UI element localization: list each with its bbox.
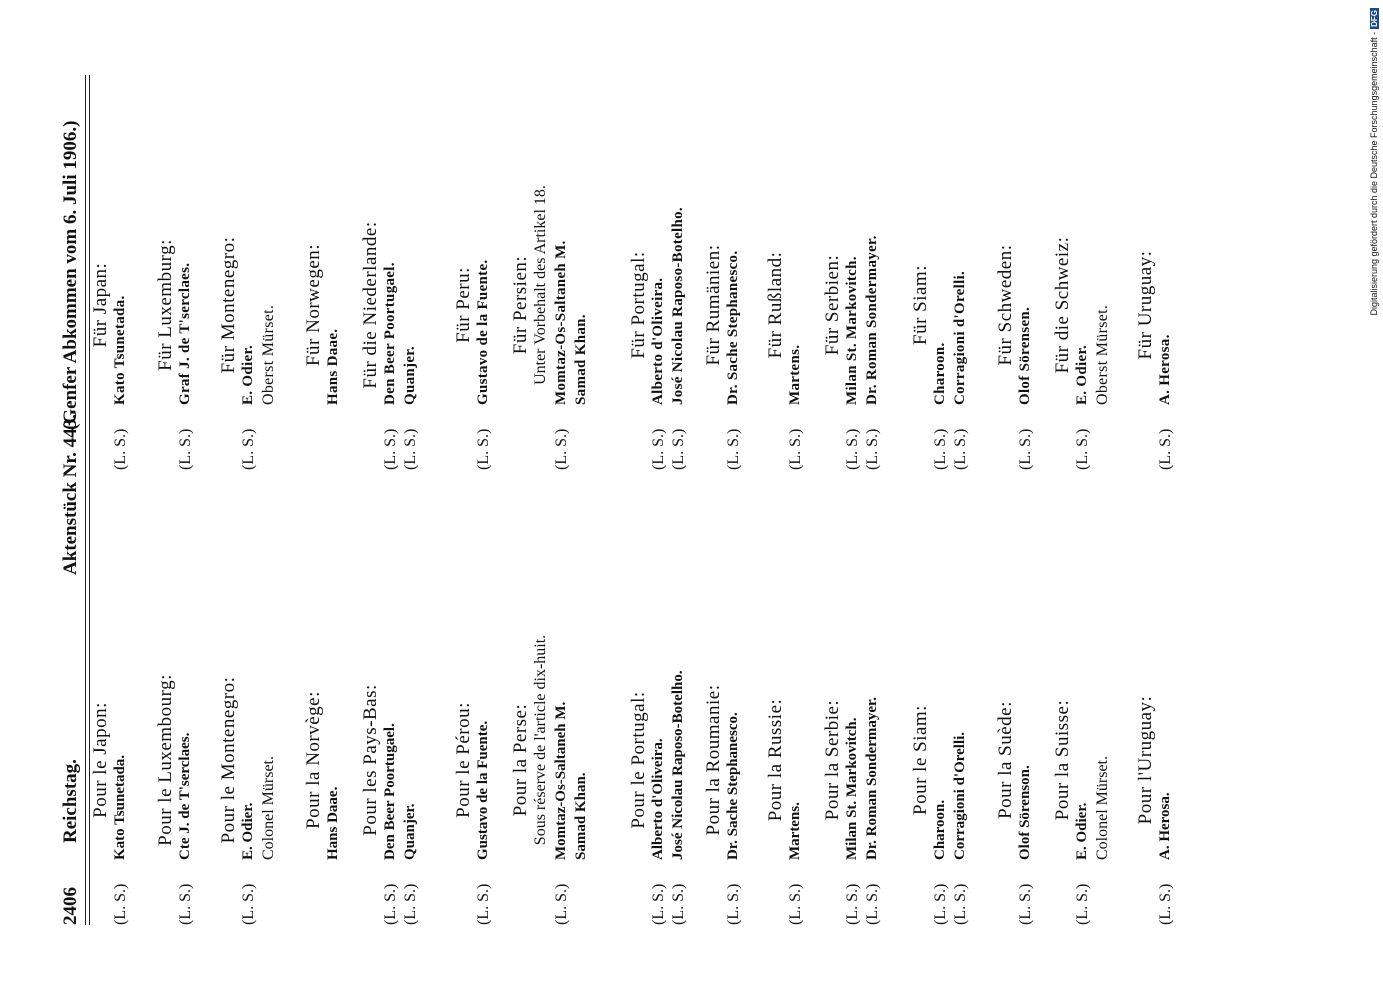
country-heading: Pour le Pérou:: [453, 702, 474, 818]
signature-line: [844, 100, 865, 470]
page-number: 2406: [60, 887, 81, 925]
signatory-name: Olof Sörensen.: [1017, 306, 1033, 405]
signature-line: [1157, 555, 1178, 925]
seal-mark: (L. S.): [553, 428, 570, 470]
country-heading: Für die Schweiz:: [1052, 236, 1073, 374]
country-heading: Für Persien:: [510, 255, 531, 355]
signature-line: [670, 100, 691, 470]
seal-mark: (L. S.): [670, 883, 687, 925]
country-heading: Pour le Portugal:: [628, 691, 649, 829]
country-heading: Pour le Siam:: [910, 705, 931, 815]
signature-line: [177, 555, 198, 925]
seal-mark: (L. S.): [553, 883, 570, 925]
signature-line: [325, 100, 346, 470]
signatory-name: Samad Khan.: [573, 772, 589, 860]
country-heading: Für Rumänien:: [703, 244, 724, 366]
signature-line: [382, 100, 403, 470]
seal-mark: (L. S.): [932, 428, 949, 470]
seal-mark: (L. S.): [475, 883, 492, 925]
seal-mark: (L. S.): [1017, 428, 1034, 470]
seal-mark: (L. S.): [382, 883, 399, 925]
country-heading: Für Rußland:: [765, 251, 786, 359]
country-heading: Für Montenegro:: [218, 236, 239, 374]
signature-line: [553, 555, 574, 925]
signatory-name: Kato Tsunetada.: [112, 754, 128, 860]
country-heading: Pour l'Uruguay:: [1135, 695, 1156, 825]
country-heading: Pour le Montenegro:: [218, 676, 239, 844]
seal-mark: (L. S.): [1074, 883, 1091, 925]
seal-mark: (L. S.): [864, 428, 881, 470]
signatory-name: Dr. Roman Sondermayer.: [864, 235, 880, 405]
signatory-name: Charoon.: [932, 799, 948, 860]
signatory-name: E. Odier.: [240, 344, 256, 405]
seal-mark: (L. S.): [725, 428, 742, 470]
seal-mark: (L. S.): [382, 428, 399, 470]
signatory-name: Martens.: [787, 802, 803, 860]
signatory-name: Momtaz-Os-Saltaneh M.: [553, 701, 569, 860]
signatory-name: A. Herosa.: [1157, 792, 1173, 860]
signature-line: [240, 100, 261, 470]
signature-line: [1094, 555, 1115, 925]
country-heading: Für Japan:: [90, 262, 111, 348]
signature-line: [573, 100, 594, 470]
signatory-name: E. Odier.: [1074, 344, 1090, 405]
document-number: Aktenstück Nr. 443.: [60, 414, 81, 575]
signatory-name: Hans Daae.: [325, 786, 341, 860]
country-heading: Für Luxemburg:: [155, 239, 176, 371]
signature-line: [402, 555, 423, 925]
signatory-name: Alberto d'Oliveira.: [650, 738, 666, 860]
country-heading: Pour la Roumanie:: [703, 684, 724, 836]
country-heading: Pour la Suède:: [995, 701, 1016, 819]
country-heading: Pour la Norvège:: [303, 691, 324, 829]
seal-mark: (L. S.): [725, 883, 742, 925]
signature-line: [553, 100, 574, 470]
signatory-name: Milan St. Markovitch.: [844, 256, 860, 405]
seal-mark: (L. S.): [952, 428, 969, 470]
signatory-name: Colonel Mürset.: [1094, 756, 1111, 860]
country-heading: Pour la Russie:: [765, 698, 786, 822]
signature-line: [787, 100, 808, 470]
signature-line: [475, 100, 496, 470]
signature-line: [725, 555, 746, 925]
seal-mark: (L. S.): [952, 883, 969, 925]
signatory-name: Olof Sörenson.: [1017, 765, 1033, 860]
signatory-name: Samad Khan.: [573, 314, 589, 405]
signatory-name: Charoon.: [932, 342, 948, 405]
signature-line: [177, 100, 198, 470]
signatory-name: Gustavo de la Fuente.: [475, 720, 491, 860]
seal-mark: (L. S.): [402, 428, 419, 470]
country-heading: Für Serbien:: [822, 254, 843, 356]
signature-line: [260, 555, 281, 925]
signatory-name: Dr. Roman Sondermayer.: [864, 696, 880, 860]
signatory-name: Martens.: [787, 344, 803, 405]
signature-line: [325, 555, 346, 925]
country-heading: Pour le Japon:: [90, 702, 111, 818]
signatory-name: Oberst Mürset.: [1094, 304, 1111, 405]
signature-line: [952, 555, 973, 925]
signature-line: [112, 555, 133, 925]
signatory-name: José Nicolau Raposo-Botelho.: [670, 670, 686, 860]
signature-line: [650, 555, 671, 925]
signature-line: [260, 100, 281, 470]
seal-mark: (L. S.): [177, 428, 194, 470]
signature-line: [670, 555, 691, 925]
signature-line: [402, 100, 423, 470]
agreement-title: (Genfer Abkommen vom 6. Juli 1906.): [60, 120, 81, 430]
seal-mark: (L. S.): [402, 883, 419, 925]
signature-line: [725, 100, 746, 470]
signature-line: [573, 555, 594, 925]
seal-mark: (L. S.): [650, 883, 667, 925]
signature-line: [650, 100, 671, 470]
seal-mark: (L. S.): [932, 883, 949, 925]
seal-mark: (L. S.): [112, 883, 129, 925]
country-heading: Für Peru:: [453, 267, 474, 343]
signature-line: [864, 100, 885, 470]
signatory-name: Oberst Mürset.: [260, 304, 277, 405]
signature-line: [1074, 555, 1095, 925]
country-heading: Für Schweden:: [995, 244, 1016, 366]
seal-mark: (L. S.): [1157, 428, 1174, 470]
signature-line: [932, 100, 953, 470]
country-heading: Pour la Serbie:: [822, 699, 843, 821]
seal-mark: (L. S.): [787, 883, 804, 925]
signatory-name: A. Herosa.: [1157, 334, 1173, 405]
signature-line: [112, 100, 133, 470]
signature-line: [787, 555, 808, 925]
seal-mark: (L. S.): [475, 428, 492, 470]
country-heading: Für die Niederlande:: [360, 221, 381, 389]
signatory-name: E. Odier.: [1074, 802, 1090, 860]
signature-line: [1157, 100, 1178, 470]
funding-note-text: Digitalisierung gefördert durch die Deutsche Forschungsgemeinschaft -: [1369, 31, 1379, 316]
signatory-name: Corragioni d'Orelli.: [952, 270, 968, 405]
signatory-name: Corragioni d'Orelli.: [952, 731, 968, 860]
signature-line: [864, 555, 885, 925]
seal-mark: (L. S.): [240, 428, 257, 470]
signatory-name: Quanjer.: [402, 346, 418, 405]
signatory-name: José Nicolau Raposo-Botelho.: [670, 207, 686, 405]
country-heading: Pour la Suisse:: [1052, 699, 1073, 821]
seal-mark: (L. S.): [787, 428, 804, 470]
seal-mark: (L. S.): [670, 428, 687, 470]
country-heading: Für Norwegen:: [303, 243, 324, 367]
country-heading: Für Portugal:: [628, 251, 649, 359]
signatory-name: Quanjer.: [402, 803, 418, 860]
signature-line: [382, 555, 403, 925]
seal-mark: (L. S.): [844, 428, 861, 470]
signature-line: [240, 555, 261, 925]
signatory-name: Cte J. de T'serclaes.: [177, 732, 193, 860]
signature-line: [1017, 555, 1038, 925]
country-heading: Pour le Luxembourg:: [155, 674, 176, 846]
signatory-name: Milan St. Markovitch.: [844, 717, 860, 860]
reservation-note: Unter Vorbehalt des Artikel 18.: [532, 185, 549, 385]
seal-mark: (L. S.): [240, 883, 257, 925]
signatory-name: Graf J. de T'serclaes.: [177, 262, 193, 405]
country-heading: Pour la Perse:: [510, 703, 531, 817]
country-heading: Für Uruguay:: [1135, 250, 1156, 360]
signatory-name: Gustavo de la Fuente.: [475, 259, 491, 405]
signatory-name: Hans Daae.: [325, 328, 341, 405]
signatory-name: E. Odier.: [240, 802, 256, 860]
seal-mark: (L. S.): [112, 428, 129, 470]
signatory-name: Momtaz-Os-Saltaneh M.: [553, 240, 569, 405]
signature-line: [932, 555, 953, 925]
signatory-name: Colonel Mürset.: [260, 756, 277, 860]
seal-mark: (L. S.): [1074, 428, 1091, 470]
seal-mark: (L. S.): [177, 883, 194, 925]
seal-mark: (L. S.): [650, 428, 667, 470]
country-heading: Pour les Pays-Bas:: [360, 684, 381, 836]
rotated-page: [30, 75, 1340, 925]
signature-line: [475, 555, 496, 925]
seal-mark: (L. S.): [1157, 883, 1174, 925]
seal-mark: (L. S.): [844, 883, 861, 925]
seal-mark: (L. S.): [1017, 883, 1034, 925]
signature-line: [1094, 100, 1115, 470]
signature-line: [952, 100, 973, 470]
signatory-name: Den Beer Poortugael.: [382, 723, 398, 860]
signature-line: [1017, 100, 1038, 470]
funding-note: [1368, 8, 1380, 398]
signatory-name: Den Beer Poortugael.: [382, 262, 398, 405]
signatory-name: Kato Tsunetada.: [112, 295, 128, 405]
country-heading: Für Siam:: [910, 265, 931, 345]
signature-line: [1074, 100, 1095, 470]
signatory-name: Alberto d'Oliveira.: [650, 277, 666, 405]
seal-mark: (L. S.): [864, 883, 881, 925]
dfg-logo: DFG: [1369, 10, 1379, 27]
reservation-note: Sous réserve de l'article dix-huit.: [532, 634, 549, 846]
signatory-name: Dr. Sache Stephanesco.: [725, 712, 741, 860]
signatory-name: Dr. Sache Stephanesco.: [725, 250, 741, 405]
journal-title: Reichstag.: [60, 759, 81, 843]
signature-line: [844, 555, 865, 925]
